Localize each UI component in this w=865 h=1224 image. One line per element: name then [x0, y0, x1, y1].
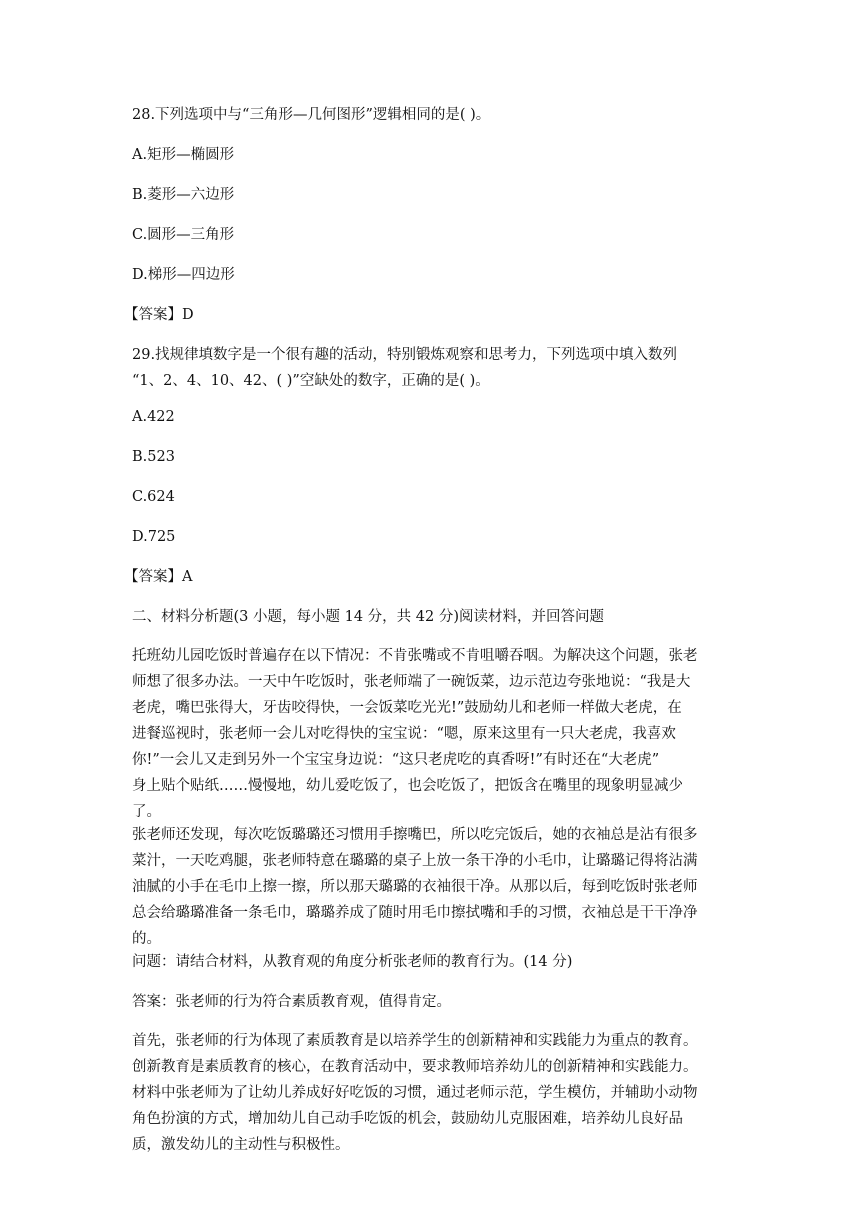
material-line: 菜汁，一天吃鸡腿，张老师特意在璐璐的桌子上放一条干净的小毛巾，让璐璐记得将沾满: [132, 853, 698, 869]
q29-option-b: B.523: [132, 449, 175, 465]
q29-option-d: D.725: [132, 529, 176, 545]
answer-intro: 答案：张老师的行为符合素质教育观，值得肯定。: [132, 994, 451, 1010]
q28-answer: 【答案】D: [124, 307, 194, 323]
q28-option-c: C.圆形—三角形: [132, 227, 235, 243]
q28-option-a: A.矩形—椭圆形: [132, 147, 235, 163]
material-paragraph-2: [132, 822, 742, 952]
material-line: 了。: [132, 804, 161, 820]
q28-question: 28.下列选项中与“三角形—几何图形”逻辑相同的是( )。: [132, 107, 491, 123]
material-line: 张老师还发现，每次吃饭璐璐还习惯用手擦嘴巴，所以吃完饭后，她的衣袖总是沾有很多: [132, 827, 698, 843]
q28-option-b: B.菱形—六边形: [132, 187, 235, 203]
q28-option-d: D.梯形—四边形: [132, 267, 235, 283]
analysis-line: 首先，张老师的行为体现了素质教育是以培养学生的创新精神和实践能力为重点的教育。: [132, 1033, 698, 1049]
analysis-line: 质，激发幼儿的主动性与积极性。: [132, 1137, 350, 1153]
material-line: 托班幼儿园吃饭时普遍存在以下情况：不肯张嘴或不肯咀嚼吞咽。为解决这个问题，张老: [132, 648, 698, 664]
material-paragraph-1: [132, 643, 742, 825]
material-line: 师想了很多办法。一天中午吃饭时，张老师端了一碗饭菜，边示范边夸张地说：“我是大: [132, 674, 691, 690]
material-line: 你!”一会儿又走到另外一个宝宝身边说：“这只老虎吃的真香呀!”有时还在“大老虎”: [132, 752, 660, 768]
analysis-line: 材料中张老师为了让幼儿养成好好吃饭的习惯，通过老师示范，学生模仿，并辅助小动物: [132, 1085, 698, 1101]
q29-question-line: “1、2、4、10、42、( )”空缺处的数字，正确的是( )。: [132, 373, 490, 389]
analysis-line: 创新教育是素质教育的核心，在教育活动中，要求教师培养幼儿的创新精神和实践能力。: [132, 1059, 698, 1075]
material-line: 进餐巡视时，张老师一会儿对吃得快的宝宝说：“嗯，原来这里有一只大老虎，我喜欢: [132, 726, 676, 742]
material-line: 油腻的小手在毛巾上擦一擦，所以那天璐璐的衣袖很干净。从那以后，每到吃饭时张老师: [132, 879, 698, 895]
q29-option-c: C.624: [132, 489, 175, 505]
material-line: 身上贴个贴纸……慢慢地，幼儿爱吃饭了，也会吃饭了，把饭含在嘴里的现象明显减少: [132, 778, 683, 794]
analysis-line: 角色扮演的方式，增加幼儿自己动手吃饭的机会，鼓励幼儿克服困难，培养幼儿良好品: [132, 1111, 683, 1127]
material-line: 总会给璐璐准备一条毛巾，璐璐养成了随时用毛巾擦拭嘴和手的习惯，衣袖总是干干净净: [132, 905, 698, 921]
q29-question-line: 29.找规律填数字是一个很有趣的活动，特别锻炼观察和思考力，下列选项中填入数列: [132, 347, 678, 363]
question-prompt: 问题：请结合材料，从教育观的角度分析张老师的教育行为。(14 分): [132, 954, 573, 970]
section-heading: 二、材料分析题(3 小题，每小题 14 分，共 42 分)阅读材料，并回答问题: [132, 609, 604, 625]
analysis-paragraph: [132, 1028, 742, 1158]
material-line: 老虎，嘴巴张得大，牙齿咬得快，一会饭菜吃光光!”鼓励幼儿和老师一样做大老虎，在: [132, 700, 682, 716]
q29-question: [132, 342, 742, 394]
q29-answer: 【答案】A: [124, 569, 193, 585]
q29-option-a: A.422: [132, 409, 175, 425]
material-line: 的。: [132, 931, 161, 947]
